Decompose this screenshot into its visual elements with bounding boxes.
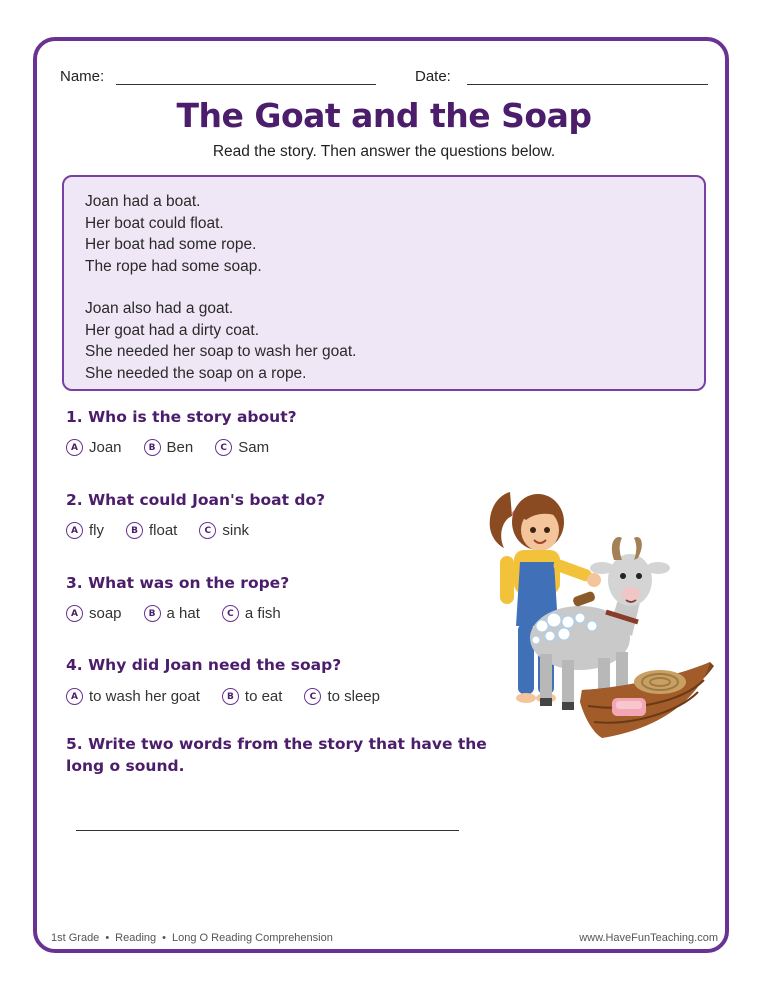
option-circle: B (126, 522, 143, 539)
question-2: 2. What could Joan's boat do? (66, 491, 326, 509)
option-a[interactable]: A fly (66, 522, 104, 539)
option-circle: B (144, 439, 161, 456)
option-c[interactable]: C a fish (222, 605, 281, 622)
option-circle: C (215, 439, 232, 456)
option-b[interactable]: B a hat (144, 605, 200, 622)
story-line: She needed her soap to wash her goat. (85, 343, 357, 360)
question-5-line-1: 5. Write two words from the story that have the (66, 735, 487, 753)
option-b[interactable]: B Ben (144, 439, 194, 456)
question-4-options (66, 688, 402, 705)
option-circle: C (222, 605, 239, 622)
story-line: Joan had a boat. (85, 193, 201, 210)
option-c[interactable]: C Sam (215, 439, 269, 456)
story-box (62, 175, 706, 391)
question-4: 4. Why did Joan need the soap? (66, 656, 342, 674)
option-circle: B (222, 688, 239, 705)
footer-website[interactable]: www.HaveFunTeaching.com (579, 932, 718, 944)
question-1: 1. Who is the story about? (66, 408, 297, 426)
question-3: 3. What was on the rope? (66, 574, 290, 592)
name-label: Name: (60, 68, 105, 85)
story-line: Her boat had some rope. (85, 236, 257, 253)
date-label: Date: (415, 68, 451, 85)
answer-line[interactable] (76, 830, 459, 831)
question-3-options (66, 605, 303, 622)
worksheet-title: The Goat and the Soap (176, 96, 592, 135)
option-circle: A (66, 605, 83, 622)
footer-breadcrumb: 1st Grade • Reading • Long O Reading Comprehension (51, 932, 333, 944)
option-circle: A (66, 439, 83, 456)
question-5-line-2: long o sound. (66, 757, 185, 775)
option-a[interactable]: A Joan (66, 439, 122, 456)
story-line: She needed the soap on a rope. (85, 364, 307, 382)
story-line: Her goat had a dirty coat. (85, 321, 260, 339)
option-b[interactable]: B float (126, 522, 177, 539)
option-circle: B (144, 605, 161, 622)
name-field-line[interactable] (116, 84, 376, 85)
story-line: Joan also had a goat. (85, 300, 234, 317)
question-1-options (66, 439, 291, 456)
story-line: The rope had some soap. (85, 257, 262, 275)
option-circle: C (304, 688, 321, 705)
question-2-options (66, 522, 271, 539)
instructions: Read the story. Then answer the questions below. (212, 143, 556, 160)
option-a[interactable]: A to wash her goat (66, 688, 200, 705)
option-c[interactable]: C to sleep (304, 688, 380, 705)
option-a[interactable]: A soap (66, 605, 122, 622)
story-line: Her boat could float. (85, 214, 224, 232)
option-circle: A (66, 522, 83, 539)
option-circle: A (66, 688, 83, 705)
girl-washing-goat-illustration (482, 476, 718, 760)
date-field-line[interactable] (467, 84, 708, 85)
option-circle: C (199, 522, 216, 539)
option-b[interactable]: B to eat (222, 688, 283, 705)
option-c[interactable]: C sink (199, 522, 249, 539)
